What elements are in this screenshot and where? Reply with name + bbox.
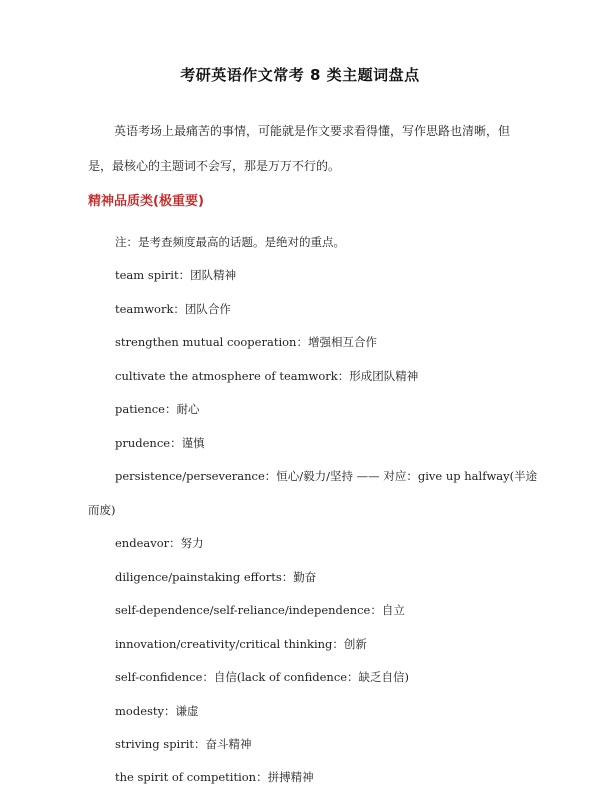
vocab-entry: persistence/perseverance：恒心/毅力/坚持 —— 对应：give up halfway(半途 [115, 469, 538, 483]
vocab-entry: self-dependence/self-reliance/independence：自立 [115, 603, 405, 617]
vocab-entry: endeavor：努力 [115, 536, 204, 550]
vocab-entry: diligence/painstaking efforts：勤奋 [115, 570, 317, 584]
vocab-entry: striving spirit：奋斗精神 [115, 737, 252, 751]
intro-line: 是，最核心的主题词不会写，那是万万不行的。 [88, 159, 341, 173]
vocab-entry: the spirit of competition：拼搏精神 [115, 770, 314, 784]
vocab-entry: prudence：谨慎 [115, 436, 205, 450]
section-note: 注：是考查频度最高的话题。是绝对的重点。 [115, 235, 345, 249]
intro-line: 英语考场上最痛苦的事情，可能就是作文要求看得懂，写作思路也清晰，但 [114, 124, 511, 138]
vocab-entry: patience：耐心 [115, 402, 200, 416]
vocab-entry: team spirit：团队精神 [115, 268, 237, 282]
vocab-entry: teamwork：团队合作 [115, 302, 231, 316]
vocab-entry: strengthen mutual cooperation：增强相互合作 [115, 335, 377, 349]
intro-paragraph [88, 114, 538, 184]
vocab-entry: modesty：谦虚 [115, 704, 199, 718]
vocab-entry: innovation/creativity/critical thinking：创新 [115, 637, 367, 651]
vocab-entry-continuation: 而废) [88, 503, 116, 517]
document-title: 考研英语作文常考 8 类主题词盘点 [180, 66, 420, 84]
vocab-entry: cultivate the atmosphere of teamwork：形成团队精神 [115, 369, 419, 383]
vocab-entry: self-confidence：自信(lack of confidence：缺乏自信) [115, 670, 410, 684]
section-heading: 精神品质类(极重要) [88, 194, 204, 209]
